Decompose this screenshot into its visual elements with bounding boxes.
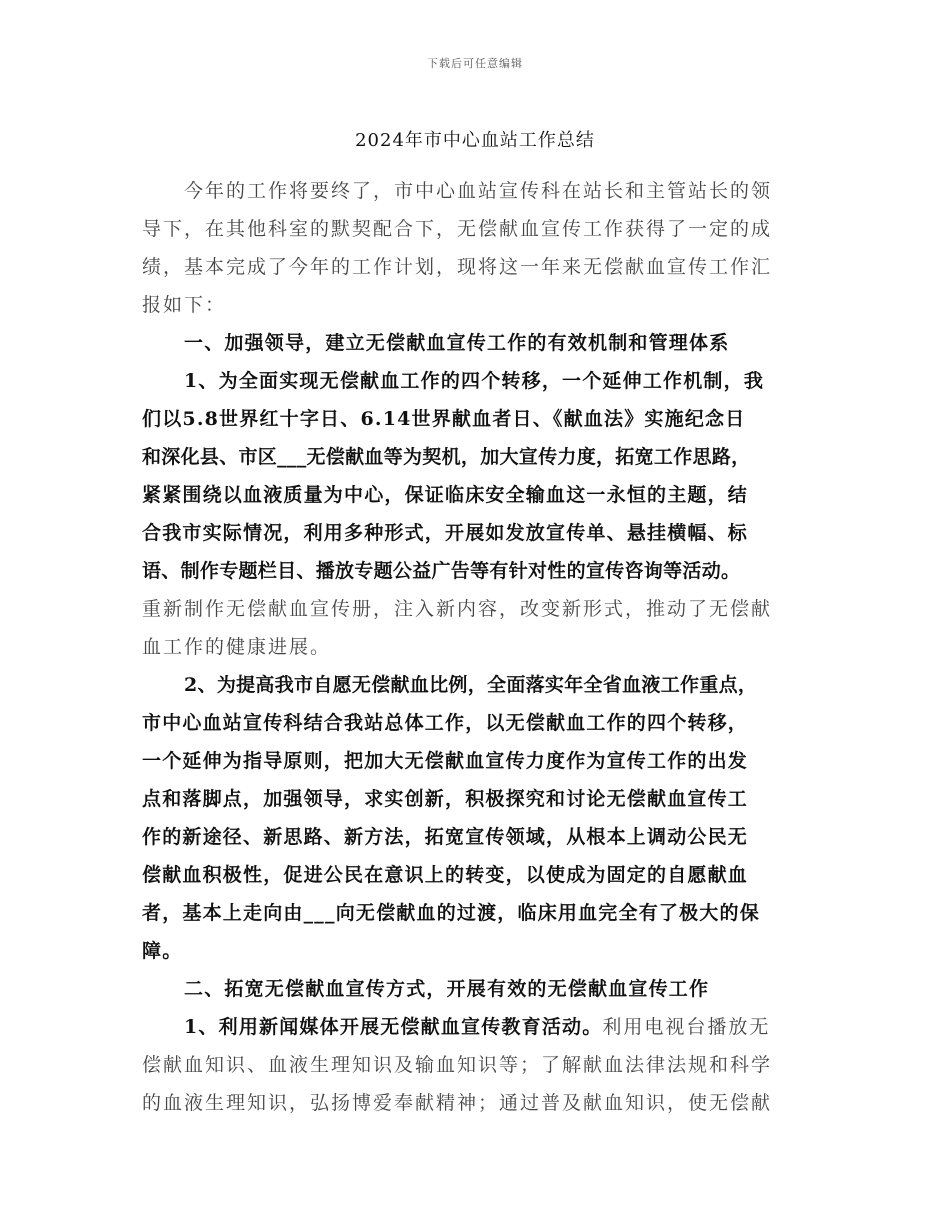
item1-light-line: 血工作的健康进展。 bbox=[142, 636, 332, 658]
item2-line: 障。 bbox=[142, 940, 183, 962]
header-note: 下载后可任意编辑 bbox=[427, 57, 523, 70]
item2-line: 一个延伸为指导原则，把加大无偿献血宣传力度作为宣传工作的出发 bbox=[142, 750, 749, 772]
item3-line: 的血液生理知识，弘扬博爱奉献精神；通过普及献血知识，使无偿献 bbox=[142, 1092, 773, 1114]
intro-line: 绩，基本完成了今年的工作计划，现将这一年来无偿献血宣传工作汇 bbox=[142, 256, 773, 278]
intro-line: 导下，在其他科室的默契配合下，无偿献血宣传工作获得了一定的成 bbox=[142, 218, 773, 240]
item3-light-rest: 利用电视台播放无 bbox=[602, 1016, 771, 1038]
item1-line: 和深化县、市区___无偿献血等为契机，加大宣传力度，拓宽工作思路， bbox=[142, 446, 751, 468]
item2-line: 作的新途径、新思路、新方法，拓宽宣传领域，从根本上调动公民无 bbox=[142, 826, 749, 848]
item3-bold-lead: 1、利用新闻媒体开展无偿献血宣传教育活动。 bbox=[184, 1016, 603, 1038]
document-body bbox=[142, 172, 810, 1122]
item1-line: 合我市实际情况，利用多种形式，开展如发放宣传单、悬挂横幅、标 bbox=[142, 522, 749, 544]
item1-light-line: 重新制作无偿献血宣传册，注入新内容，改变新形式，推动了无偿献 bbox=[142, 598, 773, 620]
item2-line: 市中心血站宣传科结合我站总体工作，以无偿献血工作的四个转移， bbox=[142, 712, 749, 734]
item2-line: 偿献血积极性，促进公民在意识上的转变，以使成为固定的自愿献血 bbox=[142, 864, 749, 886]
section-heading-2: 二、拓宽无偿献血宣传方式，开展有效的无偿献血宣传工作 bbox=[184, 978, 710, 1000]
intro-line: 报如下： bbox=[142, 294, 227, 316]
section-heading-1: 一、加强领导，建立无偿献血宣传工作的有效机制和管理体系 bbox=[184, 332, 730, 354]
item1-line: 1、为全面实现无偿献血工作的四个转移，一个延伸工作机制，我 bbox=[184, 370, 765, 392]
item3-first-line bbox=[142, 1008, 810, 1046]
document-title: 2024年市中心血站工作总结 bbox=[355, 130, 595, 151]
item3-line: 偿献血知识、血液生理知识及输血知识等；了解献血法律法规和科学 bbox=[142, 1054, 773, 1076]
item2-line: 2、为提高我市自愿无偿献血比例，全面落实年全省血液工作重点， bbox=[184, 674, 758, 696]
item1-line: 们以5.8世界红十字日、6.14世界献血者日、《献血法》实施纪念日 bbox=[142, 408, 746, 430]
item2-line: 点和落脚点，加强领导，求实创新，积极探究和讨论无偿献血宣传工 bbox=[142, 788, 749, 810]
item2-line: 者，基本上走向由___向无偿献血的过渡，临床用血完全有了极大的保 bbox=[142, 902, 760, 924]
intro-line: 今年的工作将要终了，市中心血站宣传科在站长和主管站长的领 bbox=[184, 180, 773, 202]
item1-line: 紧紧围绕以血液质量为中心，保证临床安全输血这一永恒的主题，结 bbox=[142, 484, 749, 506]
item1-line: 语、制作专题栏目、播放专题公益广告等有针对性的宣传咨询等活动。 bbox=[142, 560, 741, 582]
